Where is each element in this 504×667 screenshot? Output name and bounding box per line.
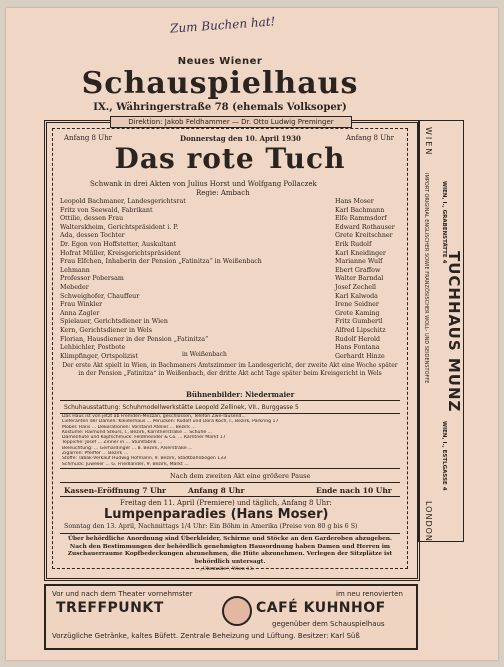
cast-row: [60, 336, 395, 345]
cast-actor: Gerhardt Hinze: [335, 352, 385, 360]
sidebar-address-2: WIEN, I., ESTLGASSE 4: [441, 421, 447, 491]
cast-actor: Elfe Rammsdorf: [335, 215, 387, 223]
cast-row: [60, 318, 395, 327]
cast-role: Ada, dessen Tochter: [60, 232, 125, 240]
house-rules: Über behördliche Anordnung sind Überkleider, Schirme und Stöcke an den Garderoben abzugeben. Nach den Bestimmungen der behördlich genehmigten Hausordnung haben Damen und Herren im Zuschauerraume Kopfbedeckungen abzunehmen, die Hüte abzunehmen. Verlegen der Sitzplätze ist behördlich untersagt.: [67, 536, 393, 565]
cast-row: [60, 293, 395, 302]
cast-role: Lehbichler, Postbote: [60, 344, 126, 352]
cast-actor: Hans Fontana: [335, 344, 380, 352]
supplier-credit-line: Schmuck: Juwelier ... G. Friedländer, 9. Bezirk, Markt ...: [62, 461, 189, 467]
direction-line: Direktion: Jakob Feldhammer — Dr. Otto Ludwig Preminger: [110, 116, 352, 128]
cast-row: [60, 232, 395, 241]
supplier-credit-line: Teppiche: Josef ... Zinner in ... Stuhlfabrik ...: [62, 440, 163, 446]
cast-role: Leopold Bachmaner, Landesgerichtsrat: [60, 198, 186, 205]
cast-actor: Karl Kalwoda: [335, 292, 378, 300]
cast-row: [60, 224, 395, 233]
cast-actor: Marianne Wulf: [335, 258, 383, 266]
supplier-credit-line: Beleuchtung: ... Gerhardinger ... 8. Bezirk, Alserstraße ...: [62, 445, 193, 451]
cast-role: Frau Winkler: [60, 301, 103, 309]
cast-row: [60, 344, 395, 353]
cast-bracket-label: in Weißenbach: [182, 351, 227, 358]
cast-role: Schweighofer, Chauffeur: [60, 292, 140, 300]
cast-actor: Fritz Gumbertl: [335, 318, 383, 326]
divider: [60, 496, 400, 497]
supplier-credit-line: Lieferanten der Damen: Kleiderhaus ... Perücken: Rudolf und Dora Koch, I., Bezirk, Parkring 17: [62, 419, 279, 425]
cast-row: [60, 198, 395, 207]
cast-role: Florian, Hausdiener in der Pension „Fatinitza“: [60, 335, 209, 343]
box-office-time: Kassen-Eröffnung 7 Uhr: [64, 486, 166, 495]
cast-actor: Rudolf Herold: [335, 335, 381, 343]
cast-actor: Alfred Lipschitz: [335, 326, 386, 334]
handwritten-note: Zum Buchen hat!: [169, 14, 276, 36]
stage-design-credit: Bühnenbilder: Niedermaier: [186, 390, 295, 399]
ad-name-left: TREFFPUNKT: [56, 600, 164, 616]
divider: [60, 400, 400, 401]
cast-actor: Irene Seidner: [335, 301, 379, 309]
cast-row: [60, 310, 395, 319]
supplier-credit-line: Kostüme: Raimund Steurs, I., Bezirk, Kärntnerstraße ... Schuhe ...: [62, 429, 213, 435]
play-subtitle: Schwank in drei Akten von Julius Horst und Wolfgang Pollaczek: [90, 180, 317, 188]
cast-role: Professor Pobersam: [60, 275, 124, 283]
cast-row: [60, 301, 395, 310]
ad-name-right: CAFÉ KUHNHOF: [256, 600, 386, 616]
sidebar-shop-name: TUCHHAUS MUNZ: [445, 251, 463, 413]
cast-actor: Erik Rudolf: [335, 240, 372, 248]
theatre-address: IX., Währingerstraße 78 (ehemals Volksoper): [93, 102, 347, 113]
cafe-advertisement: [44, 584, 418, 650]
cast-list: [60, 198, 395, 361]
supplier-credit-line: Stoffe: Tabak-Verkauf Hudwig Hofmann, 9. Bezirk, Stadtbahnbogen 133: [62, 456, 227, 462]
cast-role: Kern, Gerichtsdiener in Wels: [60, 326, 153, 334]
ad-bottom-line: Vorzügliche Getränke, kaltes Büfett. Zentrale Beheizung und Lüftung. Besitzer: Karl Süß: [52, 632, 360, 640]
cast-row: [60, 284, 395, 293]
cast-role: Ottilie, dessen Frau: [60, 215, 124, 223]
furnishing-credit: Schuhausstattung: Schuhmodellwerkstätte Leopold Zellinek, VII., Burggasse 5: [64, 404, 299, 411]
ad-top-right: im neu renovierten: [336, 590, 403, 598]
cast-row: [60, 353, 395, 362]
cast-role: Anna Zagler: [60, 309, 100, 317]
sidebar-address-1: WIEN, I., GRABENSTÄTTE 4: [441, 181, 447, 264]
cast-row: [60, 207, 395, 216]
theatre-title: Schauspielhaus: [81, 66, 359, 101]
pre-title: Neues Wiener: [177, 56, 263, 67]
director-credit: Regie: Ambach: [196, 189, 250, 197]
cast-row: [60, 241, 395, 250]
start-time: Anfang 8 Uhr: [188, 486, 245, 495]
divider: [60, 482, 400, 483]
cast-row: [60, 267, 395, 276]
cast-actor: Grete Kreitschner: [335, 232, 393, 240]
sunday-show: Sonntag den 13. April, Nachmittags 1/4 Uhr: Ein Böhm in Amerika (Preise von 80 g bis 6 S): [64, 523, 358, 530]
cast-role: Klimpfinger, Ortspolizist: [60, 352, 138, 360]
ad-right-subtitle: gegenüber dem Schauspielhaus: [272, 620, 385, 628]
cafe-logo-icon: [222, 596, 252, 626]
supplier-credit-line: Zigarren: Pfeiffer ... Bezirk ...: [62, 451, 129, 457]
divider: [60, 533, 400, 534]
sidebar-city-left: WIEN: [424, 127, 433, 157]
cast-actor: Hans Moser: [335, 198, 374, 205]
performance-date: Donnerstag den 10. April 1930: [180, 134, 301, 143]
supplier-credit-line: Das Haus ist von jetzt ab Fremden-Mezzan, geschlossen, Telefon Zwe-Tausend...: [62, 414, 246, 419]
sidebar-city-right: LONDON: [424, 501, 433, 542]
cast-actor: Edward Rothauser: [335, 223, 395, 231]
cast-actor: Walter Barndal: [335, 275, 384, 283]
cast-row: [60, 215, 395, 224]
cast-row: [60, 258, 395, 267]
cast-role: Fritz von Seewald, Fabrikant: [60, 206, 153, 214]
next-show-title: Lumpenparadies (Hans Moser): [104, 507, 329, 522]
cast-role: Dr. Egon von Hoffstetter, Auskultant: [60, 240, 177, 248]
cast-actor: Josef Zechell: [335, 283, 377, 291]
cast-role: Walterskheim, Gerichtspräsident i. P.: [60, 223, 179, 231]
cast-row: [60, 275, 395, 284]
cast-actor: Karl Bachmann: [335, 206, 385, 214]
act-note: Der erste Akt spielt in Wien, in Bachmaners Amtszimmer im Landesgericht, der zweite Akt eine Woche später in der Pension „Fatinitza“ in Weißenbach, der dritte Akt acht Tage später beim Kreisgericht in Wels: [62, 362, 398, 377]
printer-imprint: „Uhrmalle“, Wien 12.: [200, 566, 255, 572]
end-time: Ende nach 10 Uhr: [316, 486, 392, 495]
pause-note: Nach dem zweiten Akt eine größere Pause: [170, 472, 311, 480]
cast-actor: Karl Kneidinger: [335, 249, 386, 257]
cast-role: Lehmann: [60, 266, 90, 274]
ad-top-left: Vor und nach dem Theater vornehmster: [52, 590, 193, 598]
supplier-credits: [62, 414, 398, 467]
divider: [60, 468, 400, 469]
cast-actor: Grete Kaming: [335, 309, 380, 317]
cast-role: Mebeder: [60, 283, 89, 291]
cast-row: [60, 327, 395, 336]
start-time-left: Anfang 8 Uhr: [64, 134, 112, 142]
supplier-credit-line: Damenhüte und Kopfschmuck: Feldmeinder & Co. ... Kärntner Markt 17: [62, 435, 226, 441]
cast-actor: Ebert Graffow: [335, 266, 381, 274]
play-title: Das rote Tuch: [114, 142, 346, 175]
next-show-dates: Freitag den 11. April (Premiere) und täglich, Anfang 8 Uhr:: [120, 499, 332, 507]
cast-role: Spielauer, Gerichtsdiener in Wien: [60, 318, 168, 326]
cast-role: Hofrat Müller, Kreisgerichtspräsident: [60, 249, 181, 257]
supplier-credit-line: Möbel: Hans ... Dekorationen: Vorstand Atelier ... Bezirk ...: [62, 424, 196, 430]
cast-row: [60, 250, 395, 259]
start-time-right: Anfang 8 Uhr: [346, 134, 394, 142]
sidebar-goods: IMPORT ORIGINAL ENGLISCHER SOWIE FRANZÖSISCHER WOLL- UND SEIDENSTOFFE: [423, 173, 429, 384]
tuchhaus-ad: [418, 120, 464, 542]
cast-role: Frau Elfchen, Inhaberin der Pension „Fatinitza“ in Weißenbach: [60, 258, 262, 266]
